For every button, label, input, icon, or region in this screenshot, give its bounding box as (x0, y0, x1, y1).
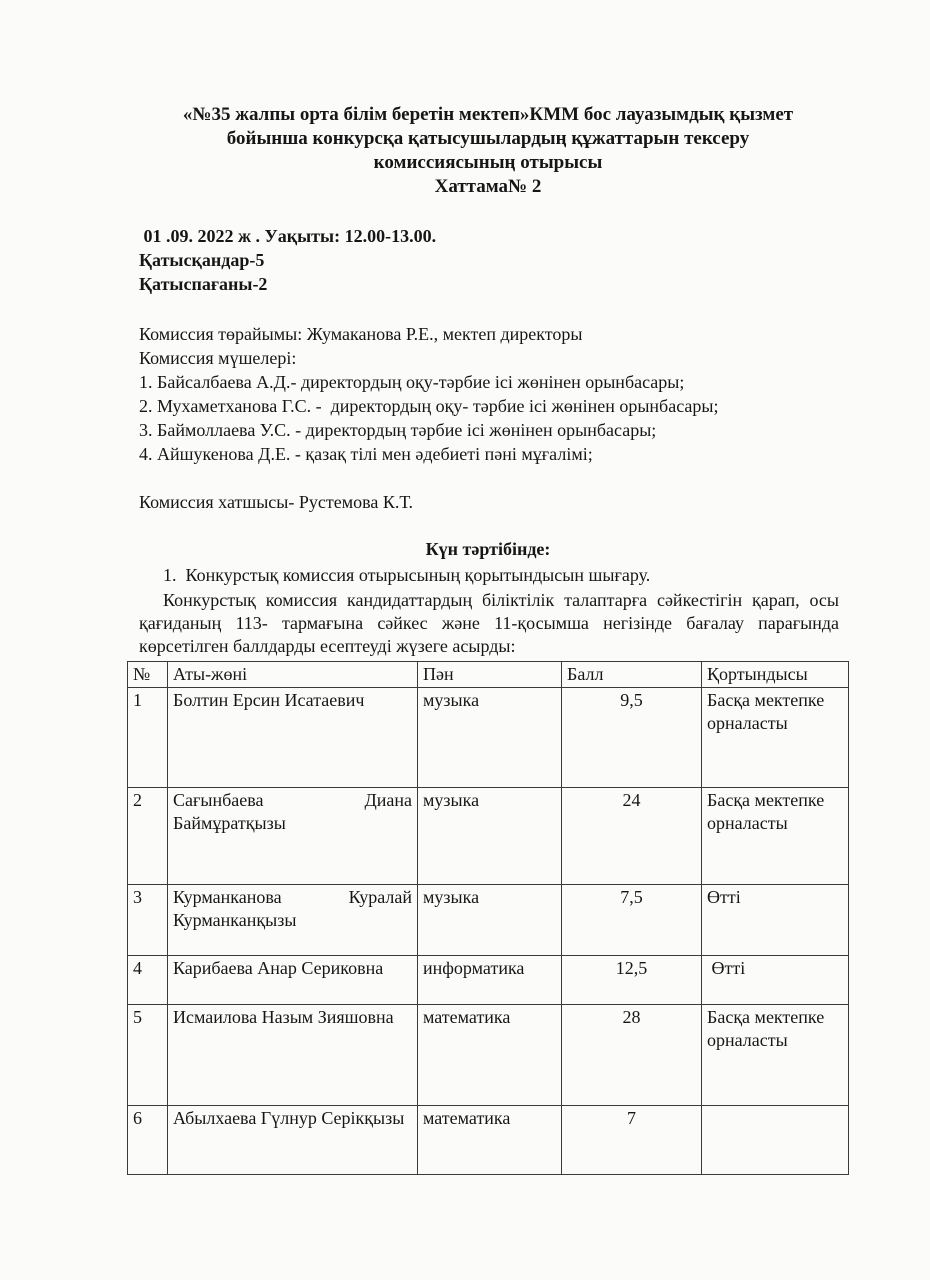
member-3: 3. Баймоллаева У.С. - директордың тәрбие ісі жөнінен орынбасары; (139, 420, 657, 440)
row-score: 24 (562, 788, 702, 885)
document-title (120, 103, 856, 199)
row-name: Сағынбаева Диана Баймұратқызы (168, 788, 418, 885)
row-number: 3 (128, 885, 168, 956)
row-subject: математика (418, 1106, 562, 1175)
absent-count: Қатыспағаны-2 (139, 274, 268, 294)
table-row (128, 788, 849, 885)
present-count: Қатысқандар-5 (139, 250, 265, 270)
row-result: Басқа мектепке орналасты (702, 1005, 849, 1106)
meeting-date-time: 01 .09. 2022 ж . Уақыты: 12.00-13.00. (139, 226, 437, 246)
row-score: 12,5 (562, 956, 702, 1005)
row-name: Исмаилова Назым Зияшовна (168, 1005, 418, 1106)
row-score: 28 (562, 1005, 702, 1106)
commission-chair: Комиссия төрайымы: Жумаканова Р.Е., мектеп директоры (139, 324, 583, 344)
table-row (128, 885, 849, 956)
header-number: № (128, 662, 168, 688)
agenda-title: Күн тәртібінде: (425, 539, 551, 559)
table-row (128, 1005, 849, 1106)
row-result: Өтті (702, 956, 849, 1005)
row-name: Абылхаева Гүлнур Серікқызы (168, 1106, 418, 1175)
row-name: Болтин Ерсин Исатаевич (168, 688, 418, 788)
row-result: Басқа мектепке орналасты (702, 688, 849, 788)
row-name: Курманканова Куралай Курманканқызы (168, 885, 418, 956)
row-score: 7,5 (562, 885, 702, 956)
protocol-number: Хаттама№ 2 (434, 176, 542, 197)
table-row (128, 1106, 849, 1175)
row-number: 2 (128, 788, 168, 885)
row-score: 9,5 (562, 688, 702, 788)
row-score: 7 (562, 1106, 702, 1175)
commission-list (139, 322, 719, 466)
header-name: Аты-жөні (168, 662, 418, 688)
results-table (127, 661, 849, 1175)
row-number: 4 (128, 956, 168, 1005)
meeting-meta (139, 224, 436, 296)
title-line-3: комиссиясының отырысы (373, 152, 603, 173)
commission-secretary: Комиссия хатшысы- Рустемова К.Т. (139, 492, 414, 512)
member-1: 1. Байсалбаева А.Д.- директордың оқу-тәрбие ісі жөнінен орынбасары; (139, 372, 685, 392)
agenda-paragraph: Конкурстық комиссия кандидаттардың біліктілік талаптарға сәйкестігін қарап, осы қағиданың 113- тармағына сәйкес және 11-қосымша негізінде бағалау парағында көрсетілген баллдарды есептеуді жүзеге асырды: (139, 590, 839, 656)
table-row (128, 688, 849, 788)
row-number: 5 (128, 1005, 168, 1106)
header-subject: Пән (418, 662, 562, 688)
row-subject: музыка (418, 885, 562, 956)
row-subject: информатика (418, 956, 562, 1005)
row-result: Өтті (702, 885, 849, 956)
header-score: Балл (562, 662, 702, 688)
members-label: Комиссия мүшелері: (139, 348, 297, 368)
row-number: 6 (128, 1106, 168, 1175)
row-number: 1 (128, 688, 168, 788)
row-subject: математика (418, 1005, 562, 1106)
header-result: Қортындысы (702, 662, 849, 688)
title-line-2: бойынша конкурсқа қатысушылардың құжаттарын тексеру (226, 128, 750, 149)
title-line-1: «№35 жалпы орта білім беретін мектеп»КММ бос лауазымдық қызмет (182, 104, 794, 125)
table-header-row (128, 662, 849, 688)
row-result (702, 1106, 849, 1175)
member-4: 4. Айшукенова Д.Е. - қазақ тілі мен әдебиеті пәні мұғалімі; (139, 444, 593, 464)
agenda-item: 1. Конкурстық комиссия отырысының қорытындысын шығару. (163, 565, 651, 585)
row-name: Карибаева Анар Сериковна (168, 956, 418, 1005)
row-subject: музыка (418, 788, 562, 885)
member-2: 2. Мухаметханова Г.С. - директордың оқу- тәрбие ісі жөнінен орынбасары; (139, 396, 719, 416)
row-result: Басқа мектепке орналасты (702, 788, 849, 885)
row-subject: музыка (418, 688, 562, 788)
table-row (128, 956, 849, 1005)
